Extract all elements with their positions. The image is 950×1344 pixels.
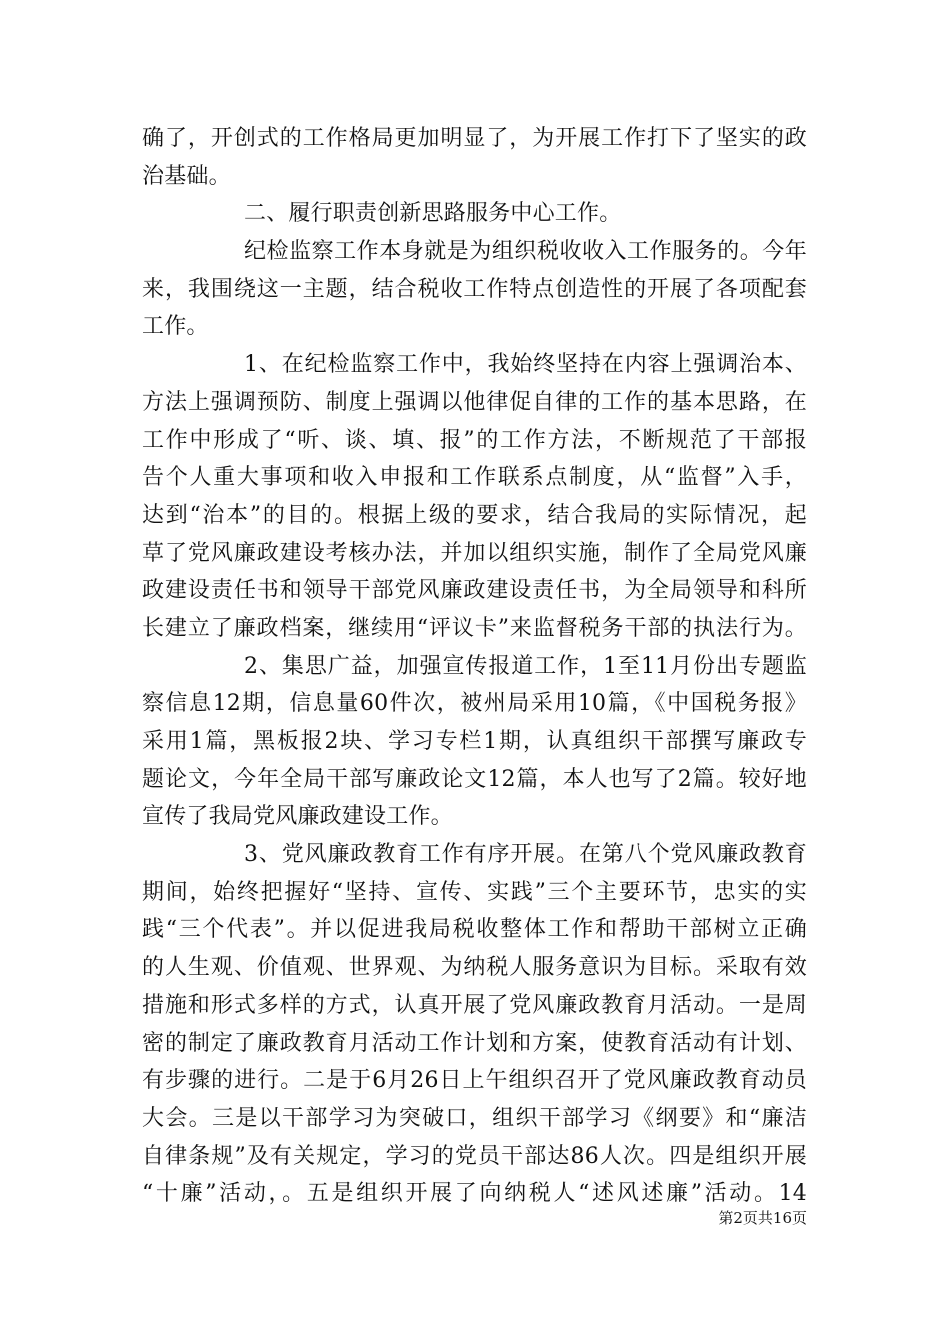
page-number-footer: 第2页共16页 — [718, 1209, 807, 1227]
text-line: 大会。三是以干部学习为突破口，组织干部学习《纲要》和“廉洁 — [142, 1105, 807, 1131]
text-line: “十廉”活动，。五是组织开展了向纳税人“述风述廉”活动。14 — [142, 1181, 807, 1207]
text-line: 题论文，今年全局干部写廉政论文12篇，本人也写了2篇。较好地 — [142, 766, 807, 792]
body-text — [142, 120, 807, 1213]
text-line: 草了党风廉政建设考核办法，并加以组织实施，制作了全局党风廉 — [142, 540, 807, 566]
text-line: 自律条规”及有关规定，学习的党员干部达86人次。四是组织开展 — [142, 1143, 807, 1169]
text-line: 工作中形成了“听、谈、填、报”的工作方法，不断规范了干部报 — [142, 427, 807, 453]
text-line: 长建立了廉政档案，继续用“评议卡”来监督税务干部的执法行为。 — [142, 615, 807, 641]
text-line: 有步骤的进行。二是于6月26日上午组织召开了党风廉政教育动员 — [142, 1068, 807, 1094]
text-line: 确了，开创式的工作格局更加明显了，为开展工作打下了坚实的政 — [142, 126, 807, 151]
text-line: 3、党风廉政教育工作有序开展。在第八个党风廉政教育 — [244, 842, 807, 868]
text-line: 治基础。 — [142, 163, 231, 189]
text-line: 措施和形式多样的方式，认真开展了党风廉政教育月活动。一是周 — [142, 992, 807, 1018]
text-line: 践“三个代表”。并以促进我局税收整体工作和帮助干部树立正确 — [142, 917, 807, 943]
text-line: 2、集思广益，加强宣传报道工作，1至11月份出专题监 — [244, 653, 807, 679]
section-heading: 二、履行职责创新思路服务中心工作。 — [244, 201, 622, 227]
text-line: 密的制定了廉政教育月活动工作计划和方案，使教育活动有计划、 — [142, 1030, 807, 1056]
text-line: 1、在纪检监察工作中，我始终坚持在内容上强调治本、 — [244, 352, 807, 378]
text-line: 工作。 — [142, 314, 209, 340]
text-line: 达到“治本”的目的。根据上级的要求，结合我局的实际情况，起 — [142, 502, 807, 528]
text-line: 政建设责任书和领导干部党风廉政建设责任书，为全局领导和科所 — [142, 578, 807, 604]
text-line: 采用1篇，黑板报2块、学习专栏1期，认真组织干部撰写廉政专 — [142, 729, 807, 754]
text-line: 的人生观、价值观、世界观、为纳税人服务意识为目标。采取有效 — [142, 955, 807, 981]
text-line: 告个人重大事项和收入申报和工作联系点制度，从“监督”入手， — [142, 465, 807, 491]
text-line: 期间，始终把握好“坚持、宣传、实践”三个主要环节，忠实的实 — [142, 879, 807, 905]
text-line: 来，我围绕这一主题，结合税收工作特点创造性的开展了各项配套 — [142, 276, 807, 302]
text-line: 方法上强调预防、制度上强调以他律促自律的工作的基本思路，在 — [142, 389, 807, 415]
text-line: 宣传了我局党风廉政建设工作。 — [142, 804, 453, 830]
text-line: 纪检监察工作本身就是为组织税收收入工作服务的。今年 — [244, 239, 807, 265]
text-line: 察信息12期，信息量60件次，被州局采用10篇，《中国税务报》 — [142, 691, 807, 717]
